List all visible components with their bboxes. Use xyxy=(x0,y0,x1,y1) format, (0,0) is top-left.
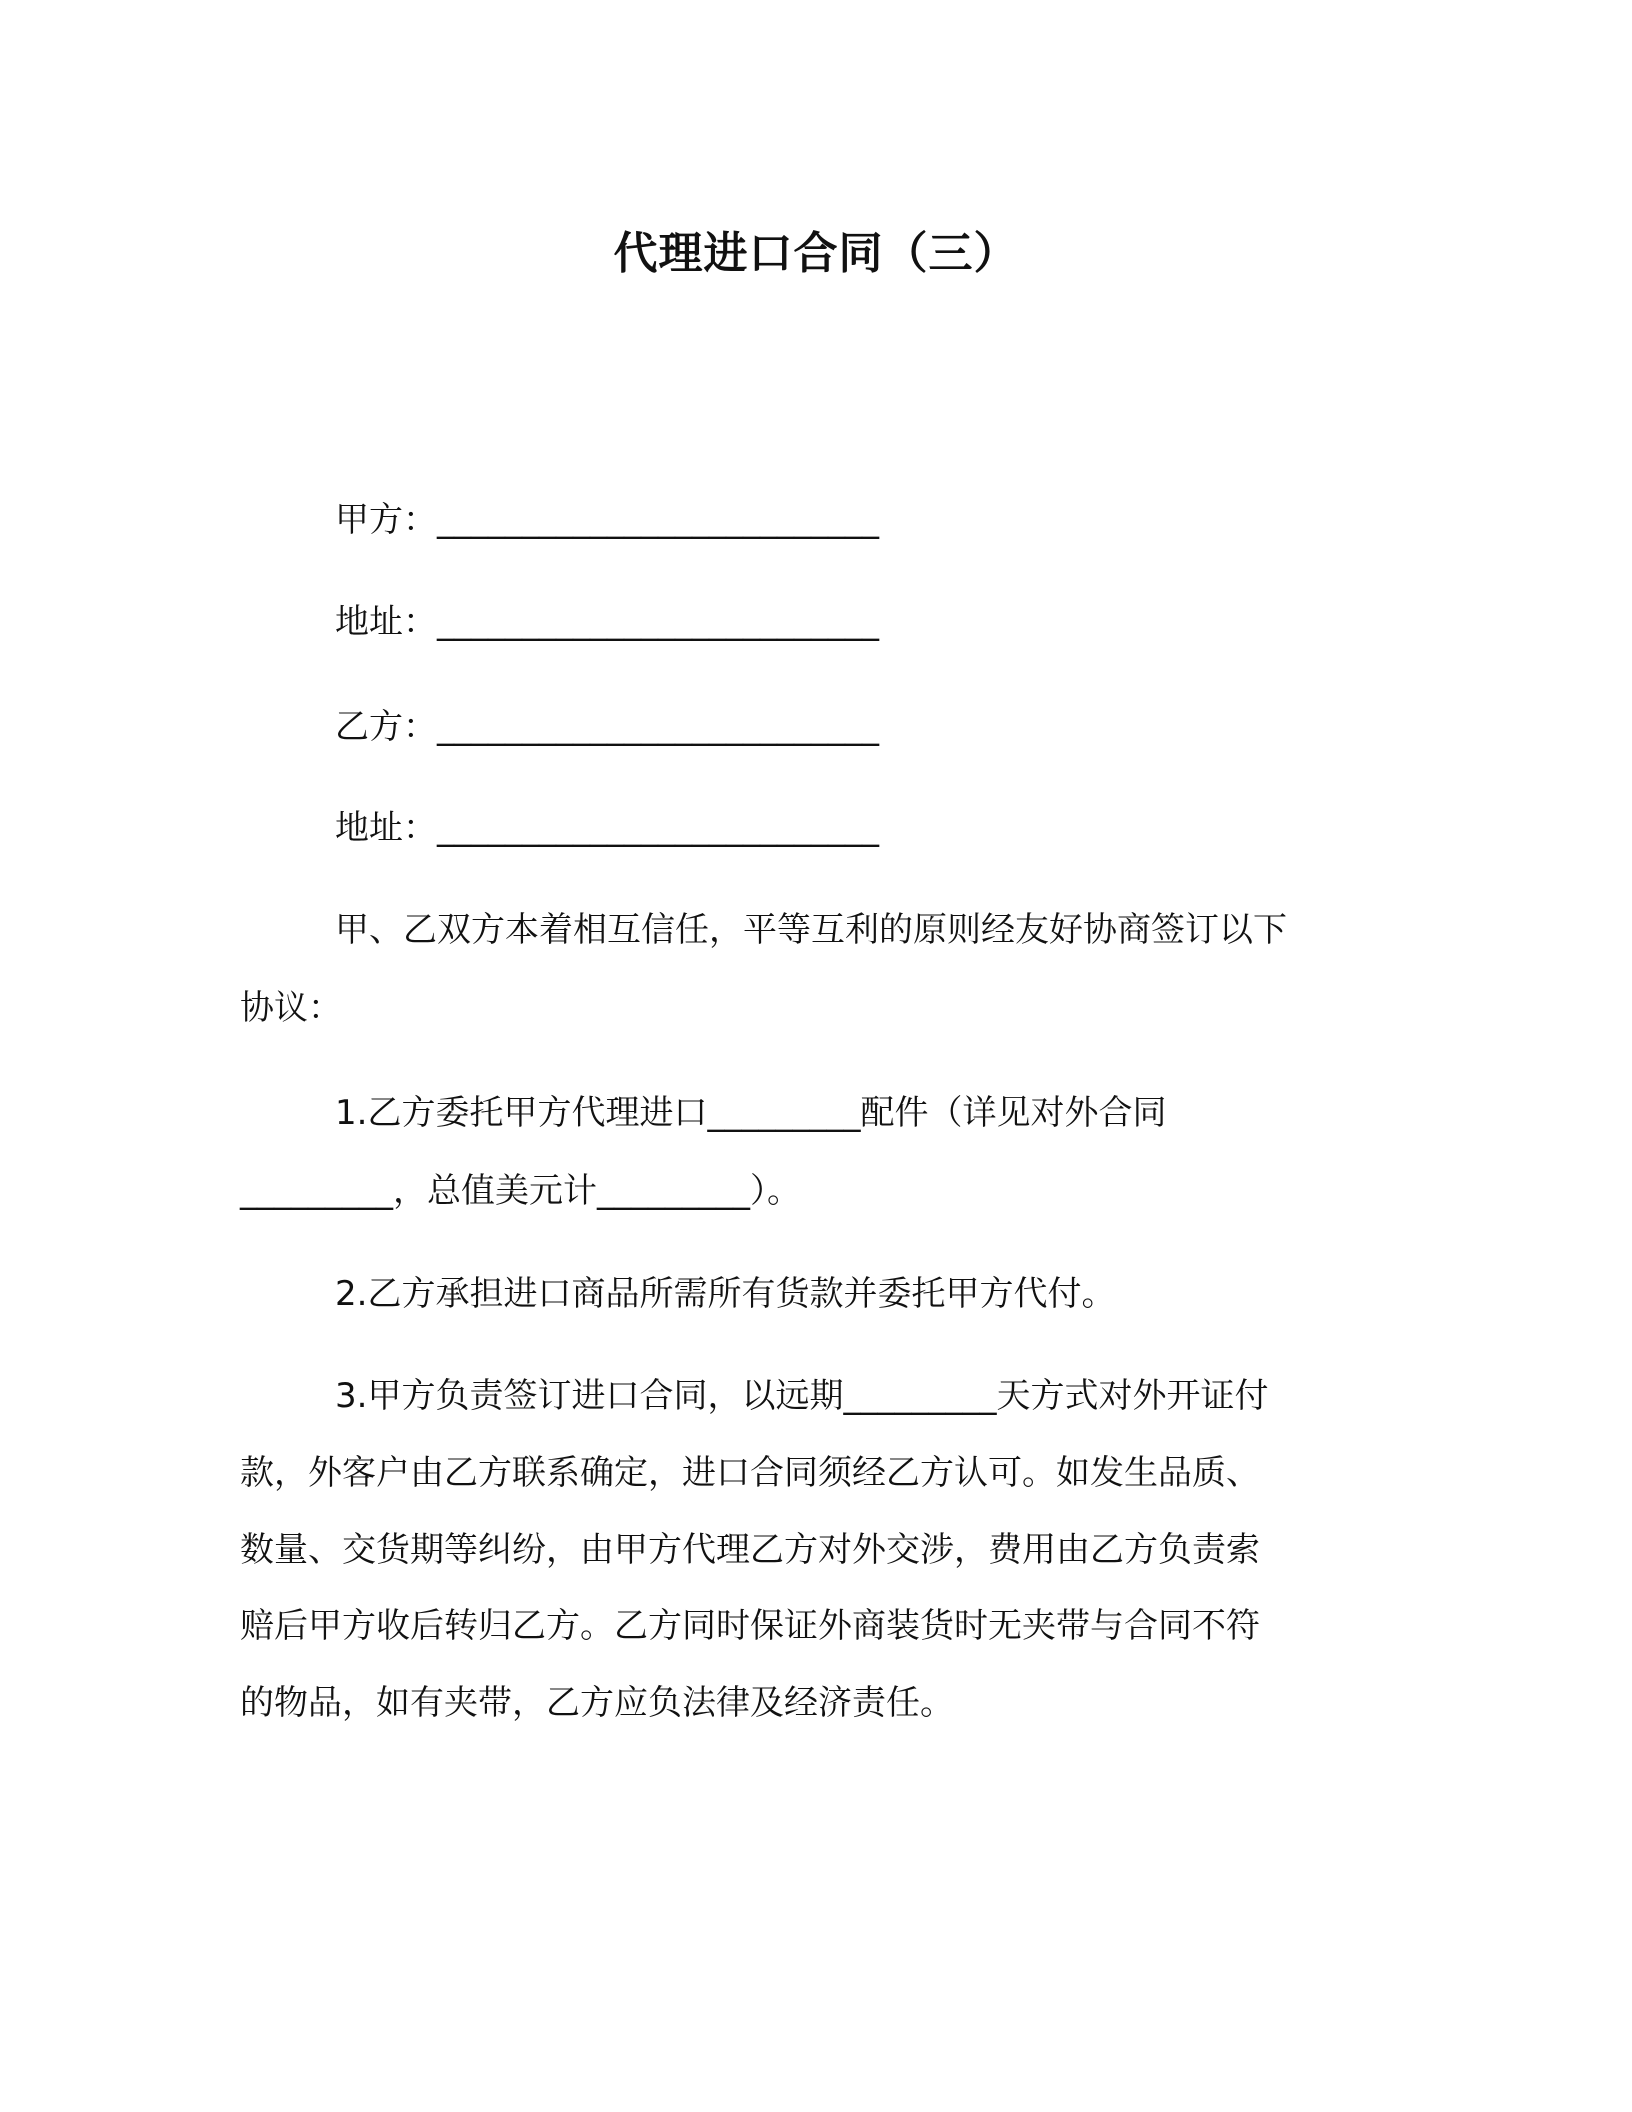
clause-1-line-2: _________，总值美元计_________）。 xyxy=(240,1171,801,1211)
preamble-line-2: 协议： xyxy=(240,988,342,1028)
party-b-label: 乙方： xyxy=(335,707,437,747)
preamble-line-1: 甲、乙双方本着相互信任，平等互利的原则经友好协商签订以下 xyxy=(335,910,1287,950)
document-title: 代理进口合同（三） xyxy=(613,228,1019,279)
party-a-address-label: 地址： xyxy=(335,602,437,642)
party-a-label: 甲方： xyxy=(335,500,437,540)
clause-1-line-1: 1.乙方委托甲方代理进口_________配件（详见对外合同 xyxy=(335,1093,1167,1133)
clause-3-line-3: 数量、交货期等纠纷，由甲方代理乙方对外交涉，费用由乙方负责索 xyxy=(240,1530,1260,1570)
clause-3-line-2: 款，外客户由乙方联系确定，进口合同须经乙方认可。如发生品质、 xyxy=(240,1453,1260,1493)
party-a-address-row xyxy=(335,598,1495,646)
party-b-blank: __________________________ xyxy=(437,707,879,747)
clause-3-line-4: 赔后甲方收后转归乙方。乙方同时保证外商装货时无夹带与合同不符 xyxy=(240,1606,1260,1646)
clause-3-line-5: 的物品，如有夹带，乙方应负法律及经济责任。 xyxy=(240,1683,954,1723)
clause-2-line-1: 2.乙方承担进口商品所需所有货款并委托甲方代付。 xyxy=(335,1274,1116,1314)
party-b-row xyxy=(335,703,1495,751)
clause-3-line-1: 3.甲方负责签订进口合同，以远期_________天方式对外开证付 xyxy=(335,1376,1269,1416)
party-a-row xyxy=(335,496,1495,544)
party-b-address-label: 地址： xyxy=(335,808,437,848)
party-b-address-blank: __________________________ xyxy=(437,808,879,848)
party-a-blank: __________________________ xyxy=(437,500,879,540)
party-b-address-row xyxy=(335,804,1495,852)
party-a-address-blank: __________________________ xyxy=(437,602,879,642)
